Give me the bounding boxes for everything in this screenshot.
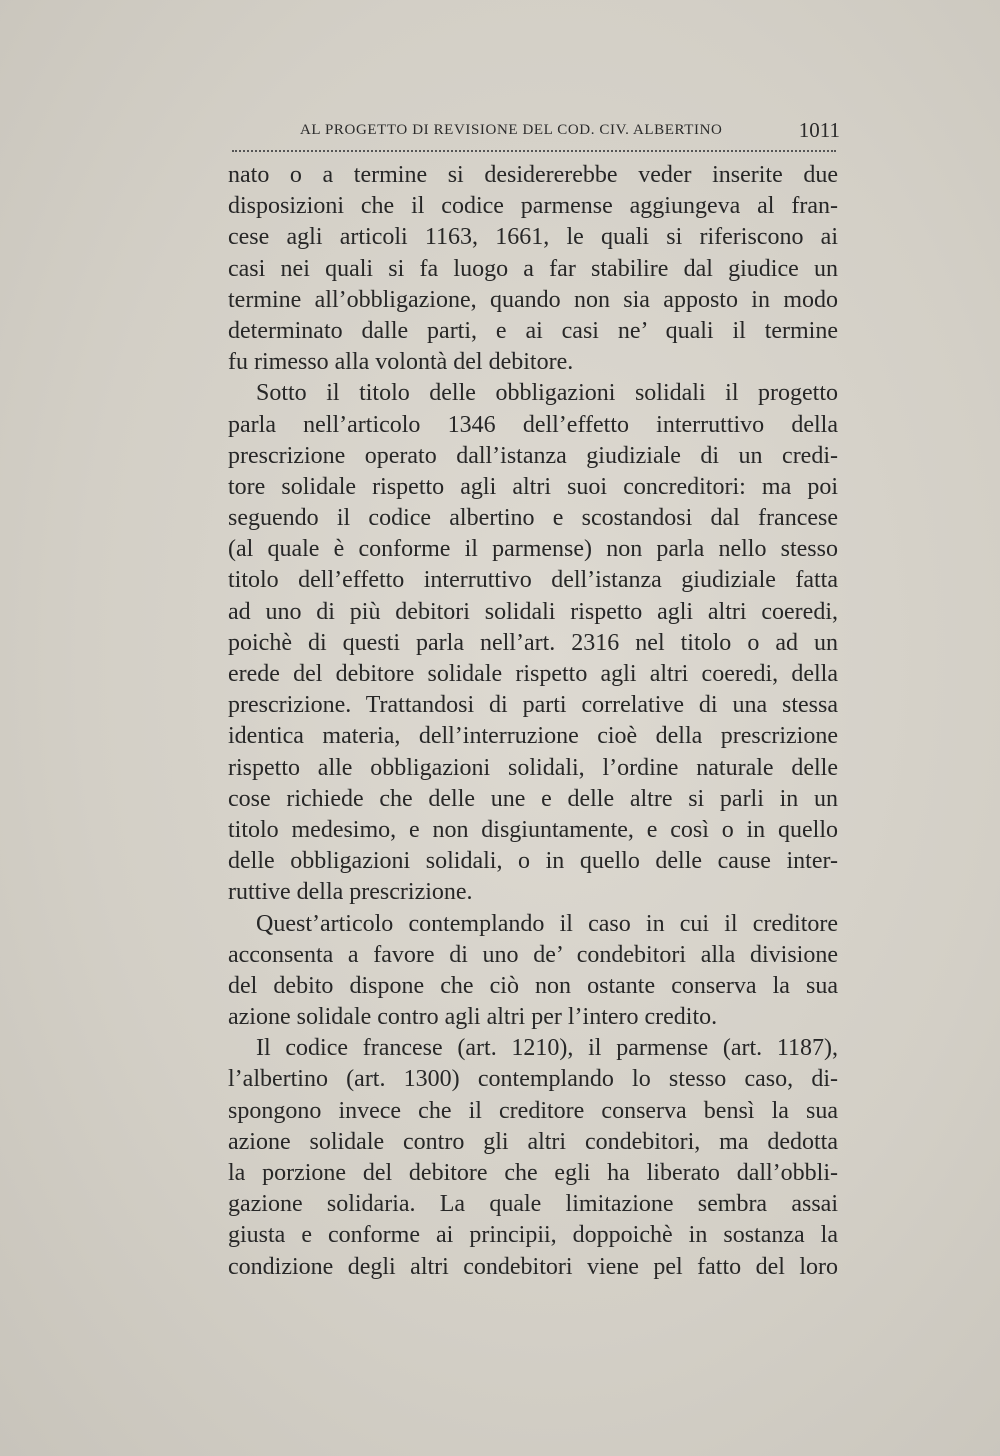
text-line: condizione degli altri condebitori viene pel fatto del loro [228,1253,838,1280]
text-line: l’albertino (art. 1300) contemplando lo stesso caso, di- [228,1066,838,1093]
text-line: ruttive della prescrizione. [228,879,473,906]
paragraph-first-line: Sotto il titolo delle obbligazioni solidali il progetto [256,380,838,407]
text-line: determinato dalle parti, e ai casi ne’ quali il termine [228,317,838,344]
text-line: titolo dell’effetto interruttivo dell’istanza giudiziale fatta [228,567,838,594]
text-line: tore solidale rispetto agli altri suoi concreditori: ma poi [228,473,838,500]
text-line: giusta e conforme ai principii, doppoichè in sostanza la [228,1222,838,1249]
body-text [228,160,838,1283]
text-line: spongono invece che il creditore conserva bensì la sua [228,1097,838,1124]
text-line: erede del debitore solidale rispetto agli altri coeredi, della [228,661,838,687]
text-line: poichè di questi parla nell’art. 2316 nel titolo o ad un [228,629,838,656]
text-line: (al quale è conforme il parmense) non parla nello stesso [228,536,838,563]
running-title: AL PROGETTO DI REVISIONE DEL COD. CIV. ALBERTINO [300,122,723,138]
text-line: acconsenta a favore di uno de’ condebitori alla divisione [228,941,838,968]
page-header [300,120,840,146]
header-rule [232,150,836,152]
text-line: rispetto alle obbligazioni solidali, l’ordine naturale delle [228,754,838,781]
text-line: fu rimesso alla volontà del debitore. [228,349,574,376]
text-line: nato o a termine si desidererebbe veder inserite due [228,162,838,188]
text-line: titolo medesimo, e non disgiuntamente, e così o in quello [228,816,838,843]
text-line: identica materia, dell’interruzione cioè della prescrizione [228,723,838,750]
text-line: prescrizione operato dall’istanza giudiziale di un credi- [228,442,838,469]
text-line: azione solidale contro agli altri per l’intero credito. [228,1004,718,1031]
text-line: ad uno di più debitori solidali rispetto agli altri coeredi, [228,598,838,625]
text-line: cose richiede che delle une e delle altre si parli in un [228,785,838,812]
text-line: delle obbligazioni solidali, o in quello delle cause inter- [228,848,838,875]
paragraph-first-line: Il codice francese (art. 1210), il parmense (art. 1187), [256,1035,838,1062]
text-line: prescrizione. Trattandosi di parti correlative di una stessa [228,692,838,719]
text-line: azione solidale contro gli altri condebitori, ma dedotta [228,1128,838,1155]
text-line: del debito dispone che ciò non ostante conserva la sua [228,972,838,999]
text-line: gazione solidaria. La quale limitazione sembra assai [228,1191,838,1218]
page-number: 1011 [798,118,840,142]
text-line: disposizioni che il codice parmense aggiungeva al fran- [228,193,838,220]
text-line: casi nei quali si fa luogo a far stabilire dal giudice un [228,255,838,282]
text-line: termine all’obbligazione, quando non sia apposto in modo [228,286,838,313]
text-line: parla nell’articolo 1346 dell’effetto interruttivo della [228,411,838,438]
text-line: seguendo il codice albertino e scostandosi dal francese [228,505,838,532]
text-line: la porzione del debitore che egli ha liberato dall’obbli- [228,1160,838,1186]
paragraph-first-line: Quest’articolo contemplando il caso in cui il creditore [256,910,838,937]
text-line: cese agli articoli 1163, 1661, le quali si riferiscono ai [228,224,838,251]
